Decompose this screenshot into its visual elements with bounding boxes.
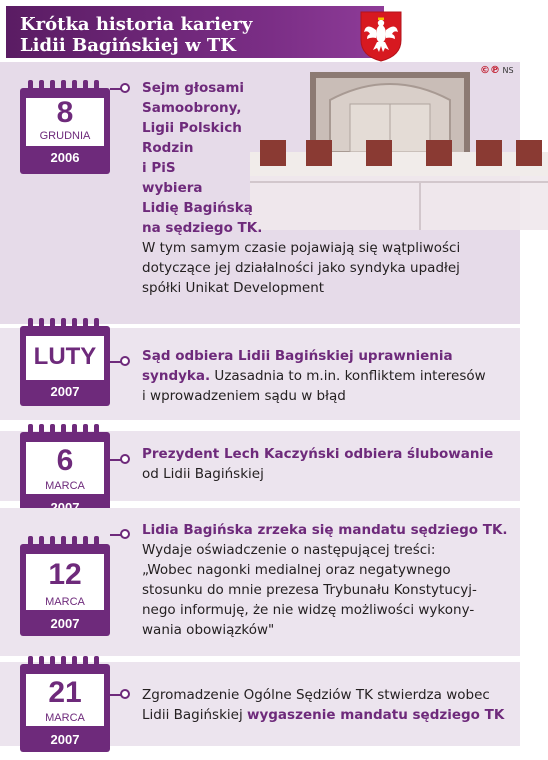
calendar-icon-4 [20,536,110,636]
calendar-day: 6 [56,444,74,477]
event-text-1: Sejm głosami Samoobrony, Ligii Polskich Rodzin i PiS wybiera Lidię Bagińską na sędziego TK. W tym samym czasie pojawiają się wątpliwości dotyczące jej działalności jako syndyka upadłej spółki Unikat Development [142,80,461,296]
polish-eagle-emblem-icon [358,10,404,62]
calendar-rings-icon [20,536,110,552]
calendar-day: LUTY [33,343,97,370]
title-line-1: Krótka historia kariery [20,14,253,35]
credits: ©℗ NS [480,65,514,76]
header [0,0,548,62]
event-text-2: Sąd odbiera Lidii Bagińskiej uprawnienia syndyka. Uzasadnia to m.in. konfliktem interesów i wprowadzeniem sądu w błąd [142,348,486,404]
calendar-year: 2006 [50,150,80,165]
title-line-2: Lidii Bagińskiej w TK [20,35,236,56]
event-text-5: Zgromadzenie Ogólne Sędziów TK stwierdza wobec Lidii Bagińskiej wygaszenie mandatu sędziego TK [142,687,505,723]
calendar-month: GRUDNIA [39,130,91,142]
calendar-month: MARCA [45,480,85,492]
timeline-dot [120,689,130,699]
calendar-icon-1 [20,80,110,174]
calendar-day: 8 [56,96,74,129]
calendar-rings-icon [20,424,110,440]
calendar-day: 12 [48,558,82,591]
calendar-rings-icon [20,80,110,96]
calendar-icon-5 [20,656,110,752]
timeline-dot [120,83,130,93]
calendar-rings-icon [20,318,110,334]
page-title [20,14,380,56]
event-text-4: Lidia Bagińska zrzeka się mandatu sędziego TK. Wydaje oświadczenie o następującej treści: „Wobec nagonki medialnej oraz negatywnego stosunku do mnie prezesa Trybunału Konstytucyj- nego informuję, że nie widzę możliwości wykony- wania obowiązków" [142,522,508,638]
calendar-icon-3 [20,424,110,520]
calendar-month: MARCA [45,596,85,608]
calendar-rings-icon [20,656,110,672]
timeline-dot [120,356,130,366]
event-text-3: Prezydent Lech Kaczyński odbiera ślubowanie od Lidii Bagińskiej [142,446,494,482]
timeline-dot [120,529,130,539]
calendar-month: MARCA [45,712,85,724]
calendar-year: 2007 [50,384,80,399]
calendar-year: 2007 [50,616,80,631]
calendar-icon-2 [20,318,110,406]
title-bar [6,6,384,58]
timeline-dot [120,454,130,464]
calendar-day: 21 [48,676,82,709]
calendar-year: 2007 [50,732,80,747]
